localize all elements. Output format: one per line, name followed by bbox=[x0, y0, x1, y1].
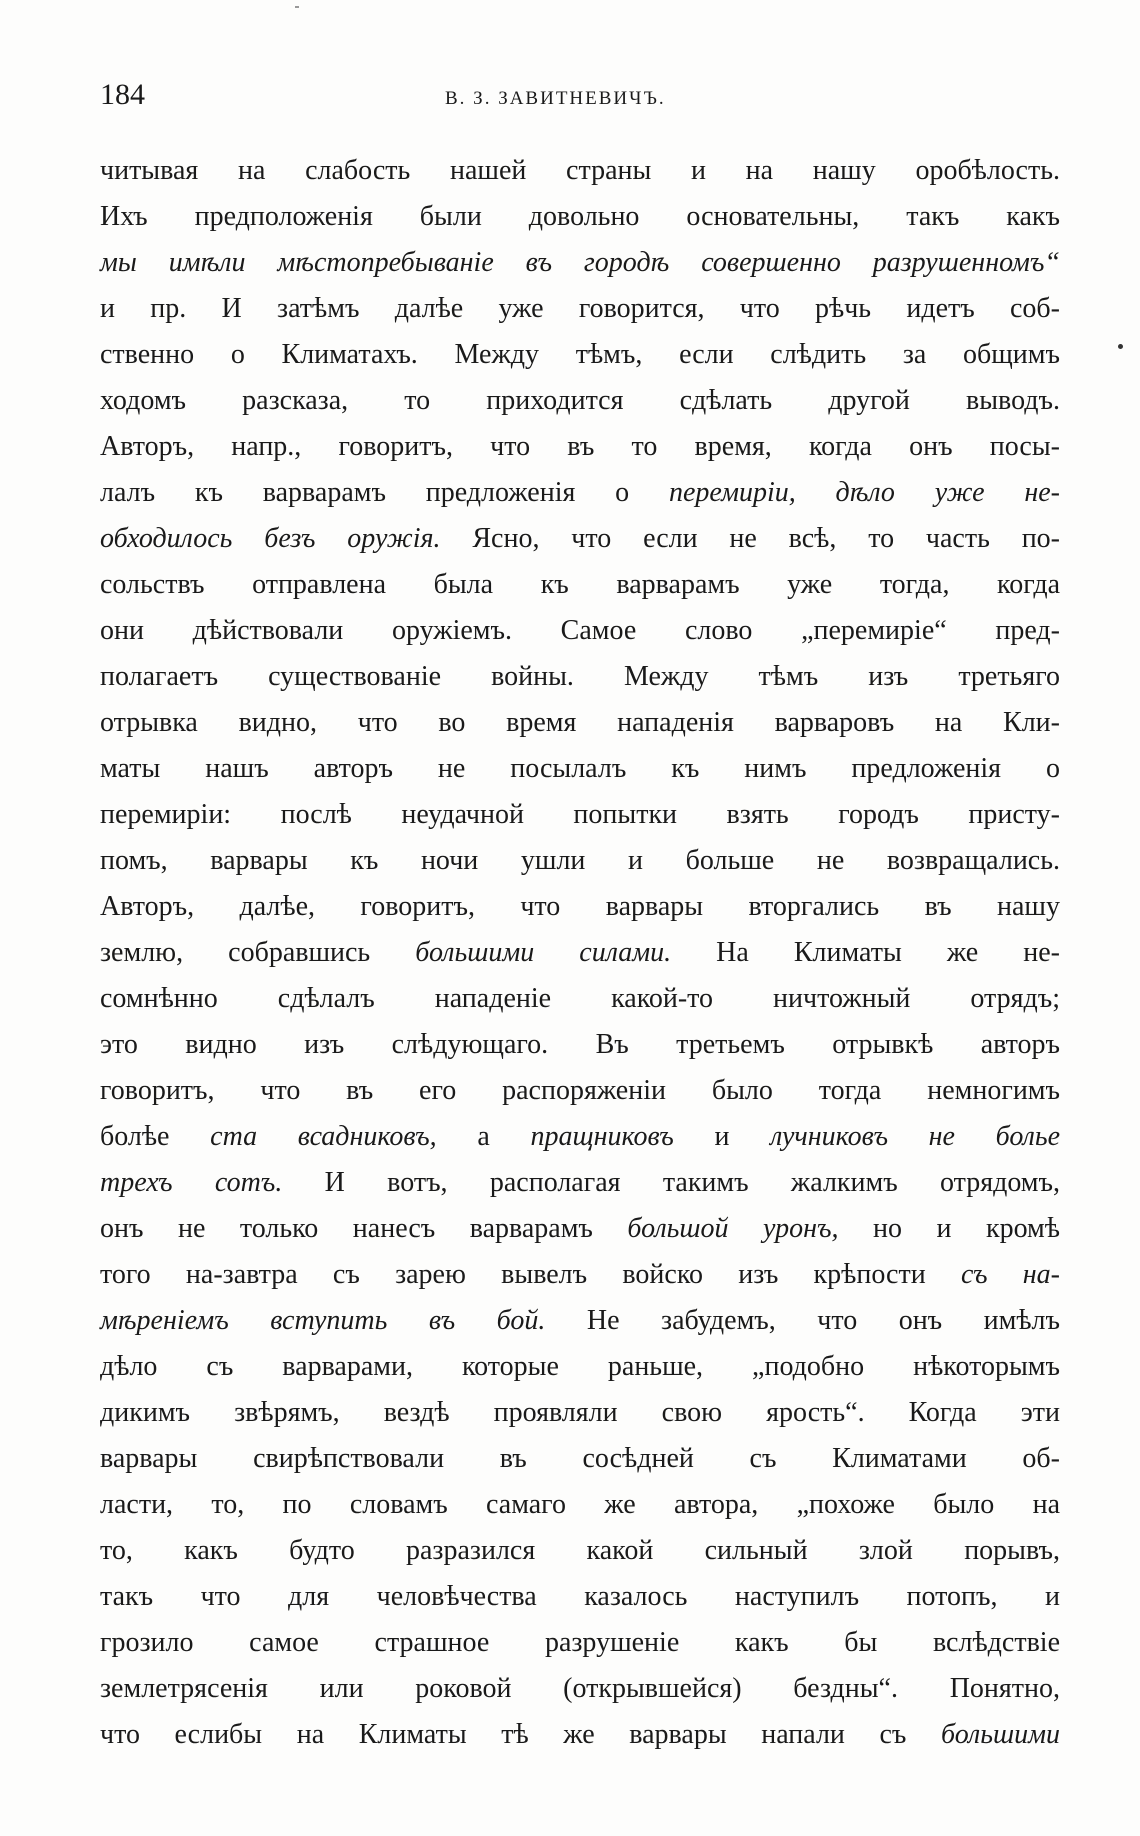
text-run: землетрясенія или роковой (открывшейся) бездны“. Понятно, bbox=[100, 1673, 1060, 1704]
page-header bbox=[100, 78, 1060, 118]
italic-text-run: ста всадниковъ, bbox=[210, 1121, 437, 1152]
text-line bbox=[100, 1390, 1060, 1436]
text-run: ственно о Климатахъ. Между тѣмъ, если слѣдить за общимъ bbox=[100, 339, 1060, 370]
italic-text-run: обходилось безъ оружія. bbox=[100, 523, 441, 554]
italic-text-run: большими силами. bbox=[415, 937, 672, 968]
text-line bbox=[100, 1482, 1060, 1528]
text-line bbox=[100, 1160, 1060, 1206]
text-line bbox=[100, 562, 1060, 608]
text-run: ласти, то, по словамъ самаго же автора, „похоже было на bbox=[100, 1489, 1060, 1520]
text-run: того на-завтра съ зарею вывелъ войско изъ крѣпости bbox=[100, 1259, 961, 1290]
text-run: сольствъ отправлена была къ варварамъ уже тогда, когда bbox=[100, 569, 1060, 600]
body-text bbox=[100, 148, 1060, 1758]
text-line bbox=[100, 930, 1060, 976]
text-run: но и кромѣ bbox=[838, 1213, 1060, 1244]
text-run: онъ не только нанесъ варварамъ bbox=[100, 1213, 628, 1244]
text-run: Ихъ предположенія были довольно основательны, такъ какъ bbox=[100, 201, 1060, 232]
text-run: читывая на слабость нашей страны и на нашу оробѣлость. bbox=[100, 155, 1060, 186]
text-line bbox=[100, 1574, 1060, 1620]
text-line bbox=[100, 1022, 1060, 1068]
text-run: лалъ къ варварамъ предложенія о bbox=[100, 477, 669, 508]
text-run: перемиріи: послѣ неудачной попытки взять городъ присту- bbox=[100, 799, 1060, 830]
italic-text-run: большими bbox=[941, 1719, 1060, 1750]
text-line bbox=[100, 194, 1060, 240]
text-line bbox=[100, 1666, 1060, 1712]
text-line bbox=[100, 1344, 1060, 1390]
text-run: Ясно, что если не всѣ, то часть по- bbox=[440, 523, 1061, 554]
text-run: дикимъ звѣрямъ, вездѣ проявляли свою ярость“. Когда эти bbox=[100, 1397, 1060, 1428]
text-line bbox=[100, 516, 1060, 562]
text-run: такъ что для человѣчества казалось наступилъ потопъ, и bbox=[100, 1581, 1060, 1612]
text-run: болѣе bbox=[100, 1121, 211, 1152]
text-line bbox=[100, 1298, 1060, 1344]
text-line bbox=[100, 746, 1060, 792]
text-run: маты нашъ авторъ не посылалъ къ нимъ предложенія о bbox=[100, 753, 1060, 784]
text-run: и bbox=[673, 1121, 771, 1152]
page-number: 184 bbox=[100, 78, 145, 111]
text-run: сомнѣнно сдѣлалъ нападеніе какой-то ничтожный отрядъ; bbox=[100, 983, 1060, 1014]
text-run: варвары свирѣпствовали въ сосѣдней съ Климатами об- bbox=[100, 1443, 1060, 1474]
text-line bbox=[100, 1068, 1060, 1114]
text-line bbox=[100, 470, 1060, 516]
text-line bbox=[100, 838, 1060, 884]
text-line bbox=[100, 608, 1060, 654]
text-run: помъ, варвары къ ночи ушли и больше не возвращались. bbox=[100, 845, 1060, 876]
text-run: грозило самое страшное разрушеніе какъ бы вслѣдствіе bbox=[100, 1627, 1060, 1658]
italic-text-run: перемиріи, дѣло уже не- bbox=[668, 477, 1060, 508]
text-line bbox=[100, 1206, 1060, 1252]
text-line bbox=[100, 1528, 1060, 1574]
text-line bbox=[100, 1436, 1060, 1482]
text-run: они дѣйствовали оружіемъ. Самое слово „перемиріе“ пред- bbox=[100, 615, 1060, 646]
text-run: отрывка видно, что во время нападенія варваровъ на Кли- bbox=[100, 707, 1060, 738]
text-line bbox=[100, 378, 1060, 424]
text-run: это видно изъ слѣдующаго. Въ третьемъ отрывкѣ авторъ bbox=[100, 1029, 1060, 1060]
text-run: Не забудемъ, что онъ имѣлъ bbox=[545, 1305, 1060, 1336]
text-run: Авторъ, напр., говоритъ, что въ то время, когда онъ посы- bbox=[100, 431, 1060, 462]
text-line bbox=[100, 1114, 1060, 1160]
text-line bbox=[100, 286, 1060, 332]
text-line bbox=[100, 332, 1060, 378]
text-run: говоритъ, что въ его распоряженіи было тогда немногимъ bbox=[100, 1075, 1060, 1106]
text-run: и пр. И затѣмъ далѣе уже говорится, что рѣчь идетъ соб- bbox=[100, 293, 1060, 324]
running-head: В. З. ЗАВИТНЕВИЧЪ. bbox=[445, 88, 666, 109]
text-line bbox=[100, 424, 1060, 470]
text-line bbox=[100, 240, 1060, 286]
italic-text-run: трехъ сотъ. bbox=[100, 1167, 283, 1198]
text-line bbox=[100, 1712, 1060, 1758]
text-run: На Климаты же не- bbox=[671, 937, 1060, 968]
text-run: дѣло съ варварами, которые раньше, „подобно нѣкоторымъ bbox=[100, 1351, 1060, 1382]
text-run: что еслибы на Климаты тѣ же варвары напали съ bbox=[100, 1719, 942, 1750]
text-line bbox=[100, 654, 1060, 700]
ink-dot bbox=[1118, 344, 1123, 349]
text-run: Авторъ, далѣе, говоритъ, что варвары вторгались въ нашу bbox=[100, 891, 1060, 922]
italic-text-run: большой уронъ, bbox=[627, 1213, 839, 1244]
text-run: полагаетъ существованіе войны. Между тѣмъ изъ третьяго bbox=[100, 661, 1060, 692]
italic-text-run: лучниковъ не больe bbox=[770, 1121, 1061, 1152]
text-line bbox=[100, 976, 1060, 1022]
scan-mark bbox=[295, 6, 299, 8]
italic-text-run: мѣреніемъ вступить въ бой. bbox=[100, 1305, 546, 1336]
italic-text-run: пращниковъ bbox=[530, 1121, 674, 1152]
text-line bbox=[100, 700, 1060, 746]
text-line bbox=[100, 148, 1060, 194]
text-run: И вотъ, располагая такимъ жалкимъ отрядомъ, bbox=[282, 1167, 1061, 1198]
text-line bbox=[100, 792, 1060, 838]
italic-text-run: мы имѣли мѣстопребываніе въ городѣ совершенно разрушенномъ“ bbox=[100, 247, 1060, 278]
text-line bbox=[100, 1620, 1060, 1666]
text-line bbox=[100, 1252, 1060, 1298]
text-run: землю, собравшись bbox=[100, 937, 416, 968]
text-run: ходомъ разсказа, то приходится сдѣлать другой выводъ. bbox=[100, 385, 1060, 416]
text-run: а bbox=[436, 1121, 531, 1152]
text-run: то, какъ будто разразился какой сильный злой порывъ, bbox=[100, 1535, 1060, 1566]
italic-text-run: съ на- bbox=[960, 1259, 1060, 1290]
text-line bbox=[100, 884, 1060, 930]
